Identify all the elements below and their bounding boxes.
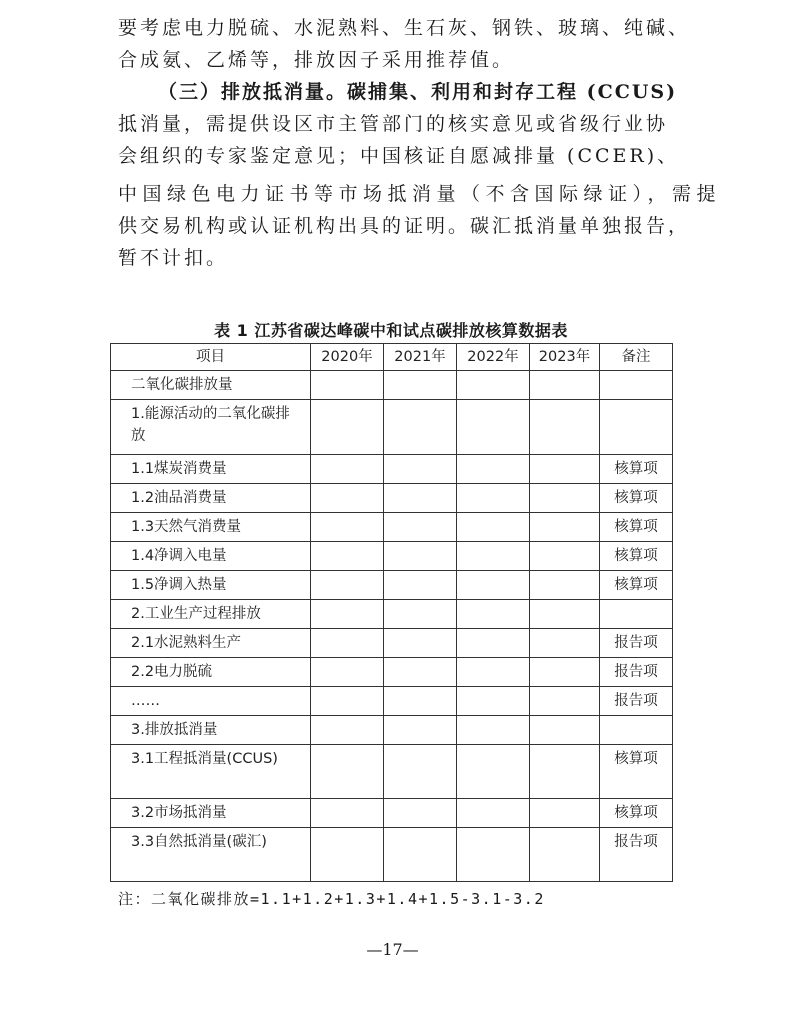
row-note: [600, 400, 673, 455]
table-row: [111, 542, 673, 571]
row-note: 核算项: [600, 571, 673, 600]
year-value-cell: [530, 745, 600, 799]
column-header: 2020年: [311, 344, 384, 371]
year-value-cell: [384, 513, 457, 542]
year-value-cell: [384, 828, 457, 882]
row-item-label: 1.4净调入电量: [111, 542, 311, 571]
body-line: 暂不计扣。: [118, 247, 229, 269]
year-value-cell: [311, 828, 384, 882]
table-row: [111, 687, 673, 716]
year-value-cell: [530, 455, 600, 484]
year-value-cell: [311, 799, 384, 828]
row-note: 核算项: [600, 745, 673, 799]
table-row: [111, 400, 673, 455]
year-value-cell: [384, 400, 457, 455]
row-item-label: 3.3自然抵消量(碳汇): [111, 828, 311, 882]
year-value-cell: [311, 745, 384, 799]
year-value-cell: [311, 484, 384, 513]
year-value-cell: [530, 799, 600, 828]
footnote: 注：二氧化碳排放=1.1+1.2+1.3+1.4+1.5-3.1-3.2: [118, 890, 545, 908]
table-row: [111, 799, 673, 828]
year-value-cell: [530, 687, 600, 716]
year-value-cell: [384, 687, 457, 716]
row-item-label: 2.1水泥熟料生产: [111, 629, 311, 658]
year-value-cell: [311, 571, 384, 600]
row-item-label: 3.2市场抵消量: [111, 799, 311, 828]
row-item-label: 1.5净调入热量: [111, 571, 311, 600]
body-line: 合成氨、乙烯等，排放因子采用推荐值。: [118, 49, 515, 71]
year-value-cell: [457, 799, 530, 828]
body-line: 要考虑电力脱硫、水泥熟料、生石灰、钢铁、玻璃、纯碱、: [118, 17, 691, 39]
row-note: 报告项: [600, 658, 673, 687]
row-note: 报告项: [600, 629, 673, 658]
year-value-cell: [457, 629, 530, 658]
column-header: 项目: [111, 344, 311, 371]
table-row: [111, 455, 673, 484]
row-item-label: 二氧化碳排放量: [111, 371, 311, 400]
year-value-cell: [530, 828, 600, 882]
table-row: [111, 513, 673, 542]
year-value-cell: [311, 542, 384, 571]
row-note: 核算项: [600, 542, 673, 571]
body-line: 抵消量，需提供设区市主管部门的核实意见或省级行业协: [118, 113, 669, 135]
table-row: [111, 629, 673, 658]
year-value-cell: [311, 629, 384, 658]
table-header-row: [111, 344, 673, 371]
row-item-label: 3.1工程抵消量(CCUS): [111, 745, 311, 799]
year-value-cell: [530, 542, 600, 571]
year-value-cell: [530, 571, 600, 600]
row-note: [600, 371, 673, 400]
column-header: 2023年: [530, 344, 600, 371]
year-value-cell: [384, 484, 457, 513]
year-value-cell: [384, 716, 457, 745]
row-note: 报告项: [600, 828, 673, 882]
row-item-label: 1.能源活动的二氧化碳排放: [111, 400, 311, 455]
year-value-cell: [457, 658, 530, 687]
row-item-label: ……: [111, 687, 311, 716]
year-value-cell: [457, 371, 530, 400]
section-heading-line: （三）排放抵消量。碳捕集、利用和封存工程 (CCUS): [158, 81, 678, 103]
year-value-cell: [530, 658, 600, 687]
row-note: 核算项: [600, 799, 673, 828]
year-value-cell: [384, 455, 457, 484]
table-row: [111, 716, 673, 745]
year-value-cell: [457, 400, 530, 455]
body-line: 中国绿色电力证书等市场抵消量（不含国际绿证），需提: [118, 183, 722, 205]
year-value-cell: [530, 513, 600, 542]
row-note: [600, 716, 673, 745]
row-item-label: 1.2油品消费量: [111, 484, 311, 513]
body-line: 会组织的专家鉴定意见；中国核证自愿减排量 (CCER)、: [118, 145, 680, 167]
row-item-label: 2.2电力脱硫: [111, 658, 311, 687]
year-value-cell: [457, 745, 530, 799]
table-row: [111, 658, 673, 687]
year-value-cell: [457, 513, 530, 542]
year-value-cell: [311, 513, 384, 542]
column-header: 2021年: [384, 344, 457, 371]
table-row: [111, 484, 673, 513]
row-item-label: 3.排放抵消量: [111, 716, 311, 745]
year-value-cell: [457, 455, 530, 484]
year-value-cell: [457, 571, 530, 600]
year-value-cell: [457, 484, 530, 513]
table-row: [111, 571, 673, 600]
column-header: 备注: [600, 344, 673, 371]
year-value-cell: [384, 600, 457, 629]
column-header: 2022年: [457, 344, 530, 371]
row-item-label: 1.3天然气消费量: [111, 513, 311, 542]
year-value-cell: [311, 455, 384, 484]
year-value-cell: [384, 745, 457, 799]
year-value-cell: [457, 687, 530, 716]
row-note: 报告项: [600, 687, 673, 716]
year-value-cell: [384, 629, 457, 658]
body-line: 供交易机构或认证机构出具的证明。碳汇抵消量单独报告，: [118, 215, 691, 237]
year-value-cell: [457, 600, 530, 629]
row-note: [600, 600, 673, 629]
year-value-cell: [384, 371, 457, 400]
row-note: 核算项: [600, 455, 673, 484]
year-value-cell: [384, 542, 457, 571]
row-note: 核算项: [600, 513, 673, 542]
year-value-cell: [457, 716, 530, 745]
year-value-cell: [530, 716, 600, 745]
data-table: [110, 343, 673, 882]
row-note: 核算项: [600, 484, 673, 513]
year-value-cell: [530, 371, 600, 400]
body-text: [118, 12, 722, 274]
page-number: —17—: [366, 940, 419, 959]
year-value-cell: [457, 542, 530, 571]
year-value-cell: [384, 658, 457, 687]
year-value-cell: [311, 400, 384, 455]
year-value-cell: [311, 716, 384, 745]
table-row: [111, 745, 673, 799]
year-value-cell: [530, 600, 600, 629]
year-value-cell: [384, 571, 457, 600]
year-value-cell: [457, 828, 530, 882]
year-value-cell: [530, 484, 600, 513]
table-row: [111, 371, 673, 400]
table-row: [111, 828, 673, 882]
year-value-cell: [530, 629, 600, 658]
table-row: [111, 600, 673, 629]
year-value-cell: [311, 658, 384, 687]
row-item-label: 2.工业生产过程排放: [111, 600, 311, 629]
year-value-cell: [384, 799, 457, 828]
table-title: 表 1 江苏省碳达峰碳中和试点碳排放核算数据表: [214, 321, 568, 340]
year-value-cell: [311, 600, 384, 629]
row-item-label: 1.1煤炭消费量: [111, 455, 311, 484]
year-value-cell: [311, 371, 384, 400]
year-value-cell: [530, 400, 600, 455]
year-value-cell: [311, 687, 384, 716]
